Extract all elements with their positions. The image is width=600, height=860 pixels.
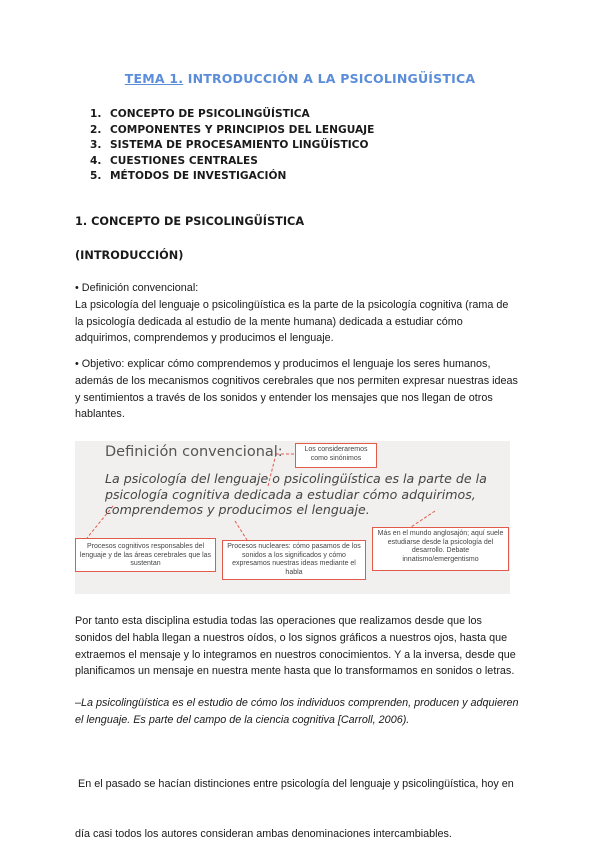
cognitive-processes-note: Procesos cognitivos responsables del lenguaje y de las áreas cerebrales que las sustentan <box>75 538 216 572</box>
paragraph-line: sonidos del habla llegan a nuestros oídos, o los signos gráficos a nuestros ojos, hasta que <box>75 631 508 644</box>
toc-item: 5. MÉTODOS DE INVESTIGACIÓN <box>90 170 287 183</box>
toc-item: 3. SISTEMA DE PROCESAMIENTO LINGÜÍSTICO <box>90 139 369 152</box>
paragraph-line: –La psicolingüística es el estudio de cómo los individuos comprenden, producen y adquieren <box>75 697 519 709</box>
definition-figure <box>75 441 510 594</box>
paragraph-line: extraemos el mensaje y lo integramos en nuestros conocimientos. Y a la inversa, desde que <box>75 648 516 661</box>
past-paragraph <box>75 742 530 860</box>
title-prefix: TEMA 1. <box>124 71 184 86</box>
carroll-quote <box>75 695 530 729</box>
objective-paragraph <box>75 356 530 423</box>
paragraph-line: hablantes. <box>75 408 125 421</box>
paragraph-line: Por tanto esta disciplina estudia todas las operaciones que realizamos desde que los <box>75 615 482 627</box>
paragraph-line: La psicología del lenguaje o psicolingüística es la parte de la psicología cognitiva (rama de <box>75 298 509 311</box>
paragraph-line: además de los mecanismos cognitivos cerebrales que nos permiten expresar nuestras ideas <box>75 374 518 387</box>
definition-paragraph <box>75 280 530 347</box>
paragraph-line: En el pasado se hacían distinciones entre psicología del lenguaje y psicolingüística, hoy en <box>75 777 514 790</box>
nuclear-processes-note: Procesos nucleares: cómo pasamos de los sonidos a los significados y cómo expresamos nuestras ideas mediante el habla <box>222 540 366 580</box>
section-heading: 1. CONCEPTO DE PSICOLINGÜÍSTICA <box>75 215 305 228</box>
paragraph-line: el lenguaje. Es parte del campo de la ciencia cognitiva [Carroll, 2006). <box>75 713 410 726</box>
paragraph-line: • Objetivo: explicar cómo comprendemos y producimos el lenguaje los seres humanos, <box>75 358 491 370</box>
paragraph-line: adquirimos, comprendemos y producimos el lenguaje. <box>75 332 334 345</box>
paragraph-line: día casi todos los autores consideran ambas denominaciones intercambiables. <box>75 827 452 840</box>
toc-item: 4. CUESTIONES CENTRALES <box>90 154 258 167</box>
document-title <box>0 71 600 86</box>
figure-heading: Definición convencional: <box>105 444 283 460</box>
table-of-contents <box>90 107 374 185</box>
definition-label: • Definición convencional: <box>75 282 199 294</box>
paragraph-line: y sentimientos a través de los sonidos y entender los mensajes que nos llegan de otros <box>75 391 493 404</box>
toc-item: 1. CONCEPTO DE PSICOLINGÜÍSTICA <box>90 108 310 120</box>
title-text: INTRODUCCIÓN A LA PSICOLINGÜÍSTICA <box>183 71 476 86</box>
paragraph-line: la psicología dedicada al estudio de la mente humana) dedicada a estudiar cómo <box>75 315 463 328</box>
toc-item: 2. COMPONENTES Y PRINCIPIOS DEL LENGUAJE <box>90 123 375 136</box>
debate-note: Más en el mundo anglosajón; aquí suele estudiarse desde la psicología del desarrollo. Debate innatismo/emergentismo <box>372 527 509 571</box>
section-subheading: (INTRODUCCIÓN) <box>75 249 184 262</box>
synonyms-note: Los consideraremos como sinónimos <box>295 443 377 468</box>
figure-quote: La psicología del lenguaje o psicolingüística es la parte de la psicología cognitiva dedicada a estudiar cómo adquirimos, comprendemos y producimos el lenguaje. <box>105 471 487 517</box>
discipline-paragraph <box>75 613 530 680</box>
paragraph-line: planificamos un mensaje en nuestra mente hasta que lo transformamos en sonidos o letras. <box>75 665 515 678</box>
